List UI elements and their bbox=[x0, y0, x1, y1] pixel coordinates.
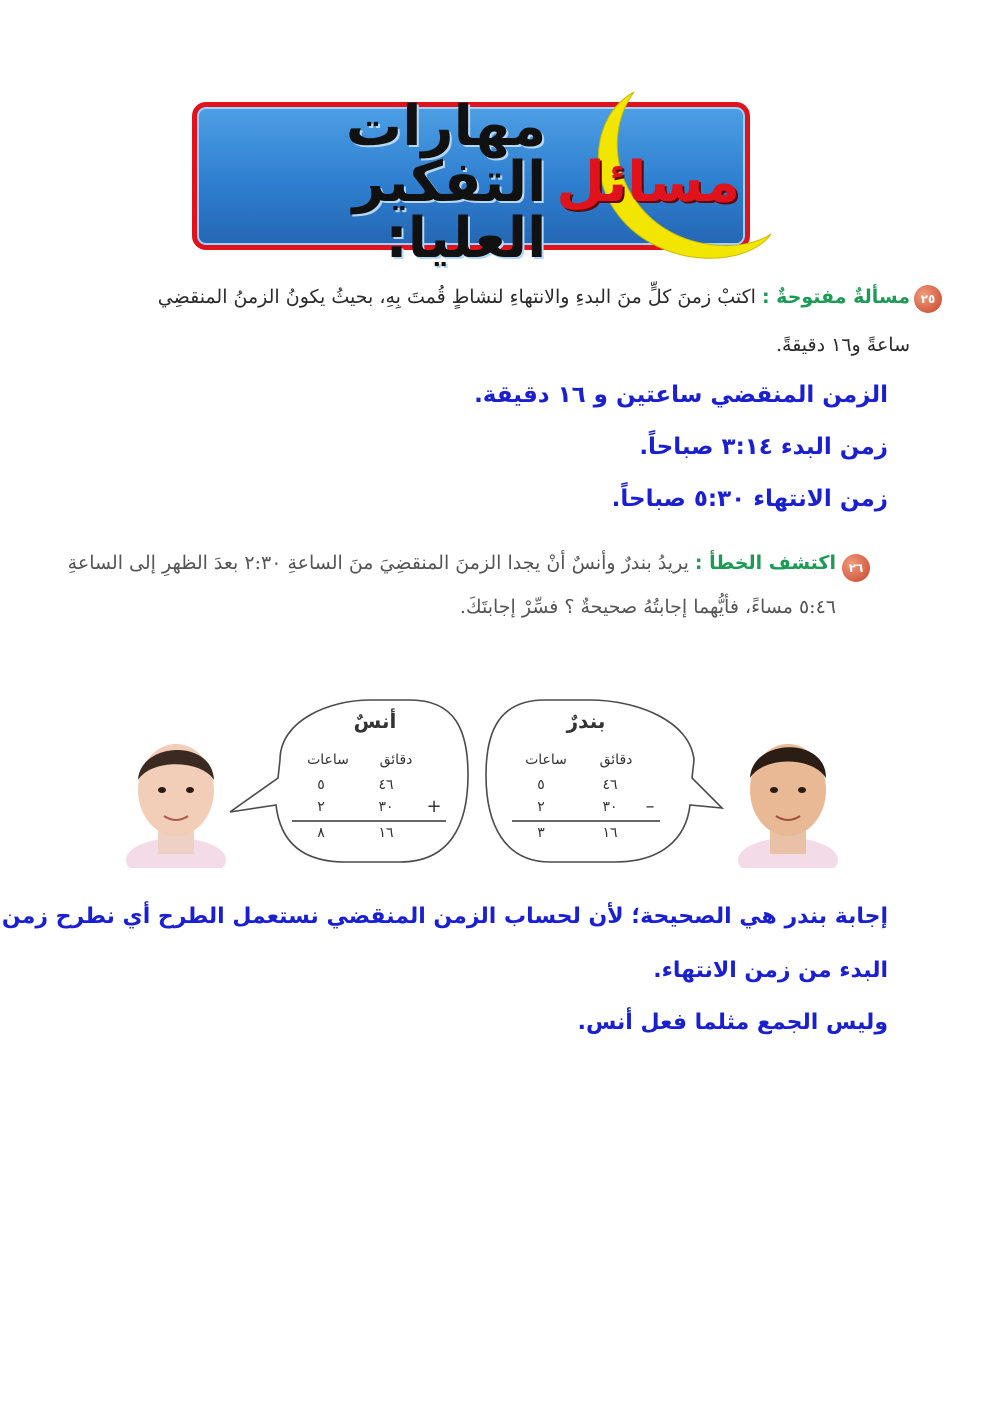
anas-r2-minutes: ٣٠ bbox=[378, 799, 394, 815]
question-open-line2: ساعةً و١٦ دقيقةً. bbox=[775, 334, 910, 356]
bandar-r2-hours: ٢ bbox=[537, 799, 545, 815]
question-error-line2: ٥:٤٦ مساءً، فأيُّهما إجابتُهُ صحيحةٌ ؟ فسِّرْ إجابتَكَ. bbox=[459, 596, 836, 618]
answer-open-3: زمن الانتهاء ٥:٣٠ صباحاً. bbox=[611, 486, 888, 512]
title-black-words: مهارات التفكير العليا: bbox=[345, 94, 547, 271]
anas-plus-sign: + bbox=[426, 796, 442, 817]
bandar-name: بندرٌ bbox=[566, 709, 606, 733]
answer-error-3: وليس الجمع مثلما فعل أنس. bbox=[577, 1010, 888, 1035]
bandar-r1-minutes: ٤٦ bbox=[602, 777, 618, 793]
anas-col-hours: ساعات bbox=[307, 752, 349, 768]
anas-result-minutes: ١٦ bbox=[378, 825, 394, 841]
answer-open-1: الزمن المنقضي ساعتين و ١٦ دقيقة. bbox=[474, 382, 888, 408]
bandar-result-minutes: ١٦ bbox=[602, 825, 618, 841]
bandar-portrait bbox=[734, 728, 842, 868]
anas-portrait bbox=[122, 728, 230, 868]
anas-col-minutes: دقائق bbox=[379, 752, 413, 768]
answer-error-2: البدء من زمن الانتهاء. bbox=[653, 958, 888, 983]
bandar-result-hours: ٣ bbox=[537, 825, 545, 841]
question-error-label: اكتشف الخطأ : bbox=[694, 552, 836, 574]
bandar-r1-hours: ٥ bbox=[537, 777, 545, 793]
question-open-text1: اكتبْ زمنَ كلٍّ منَ البدءِ والانتهاءِ لنشاطٍ قُمتَ بِهِ، بحيثُ يكونُ الزمنُ المنقضِي bbox=[157, 286, 756, 308]
answer-error-1: إجابة بندر هي الصحيحة؛ لأن لحساب الزمن المنقضي نستعمل الطرح أي نطرح زمن bbox=[1, 904, 888, 929]
bandar-col-hours: ساعات bbox=[525, 752, 567, 768]
anas-r1-minutes: ٤٦ bbox=[378, 777, 394, 793]
anas-r2-hours: ٢ bbox=[317, 799, 325, 815]
bandar-r2-minutes: ٣٠ bbox=[602, 799, 618, 815]
anas-name: أنسٌ bbox=[353, 709, 397, 733]
question-open-label: مسألةٌ مفتوحةٌ : bbox=[761, 286, 910, 308]
question-number-badge: ٢٦ bbox=[842, 554, 870, 582]
anas-r1-hours: ٥ bbox=[317, 777, 325, 793]
bandar-col-minutes: دقائق bbox=[599, 752, 633, 768]
answer-open-2: زمن البدء ٣:١٤ صباحاً. bbox=[639, 434, 888, 460]
question-error-text1: يريدُ بندرٌ وأنسٌ أنْ يجدا الزمنَ المنقضِيَ منَ الساعةِ ٢:٣٠ بعدَ الظهرِ إلى الساعةِ bbox=[67, 552, 689, 574]
title-red-word: مسائل bbox=[556, 150, 740, 215]
bandar-minus-sign: – bbox=[645, 796, 655, 817]
anas-result-hours: ٨ bbox=[317, 825, 325, 841]
question-number-badge: ٢٥ bbox=[914, 285, 942, 313]
